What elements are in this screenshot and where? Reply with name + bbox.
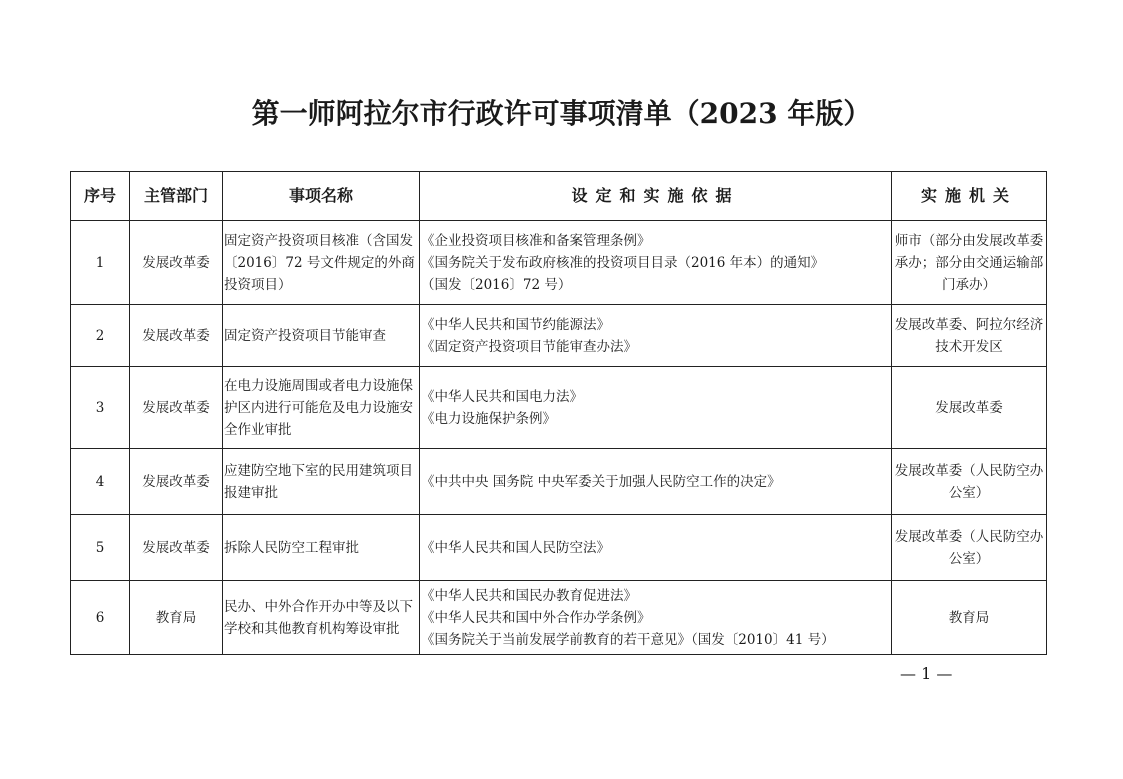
table-row [71,581,1047,655]
row-dept: 发展改革委 [130,449,223,515]
row-no: 5 [71,515,130,581]
document-title: 第一师阿拉尔市行政许可事项清单（2023 年版） [251,97,872,130]
basis-line: 《中华人民共和国民办教育促进法》 [421,587,637,604]
table-row [71,515,1047,581]
row-basis [420,367,892,449]
row-no: 1 [71,221,130,305]
table-row [71,367,1047,449]
table-row [71,221,1047,305]
row-basis [420,515,892,581]
row-no: 6 [71,581,130,655]
row-agency: 师市（部分由发展改革委承办；部分由交通运输部门承办） [892,221,1047,305]
row-item: 拆除人民防空工程审批 [223,515,420,581]
table-row [71,305,1047,367]
basis-line: 《中华人民共和国人民防空法》 [421,539,610,556]
row-item: 在电力设施周围或者电力设施保护区内进行可能危及电力设施安全作业审批 [223,367,420,449]
row-agency: 发展改革委 [892,367,1047,449]
header-agency: 实施机关 [892,172,1047,221]
row-dept: 教育局 [130,581,223,655]
row-agency: 发展改革委、阿拉尔经济技术开发区 [892,305,1047,367]
row-no: 2 [71,305,130,367]
row-basis [420,449,892,515]
row-item: 固定资产投资项目节能审查 [223,305,420,367]
table-header-row [71,172,1047,221]
row-item: 民办、中外合作开办中等及以下学校和其他教育机构筹设审批 [223,581,420,655]
row-item: 固定资产投资项目核准（含国发〔2016〕72 号文件规定的外商投资项目） [223,221,420,305]
basis-line: 《中共中央 国务院 中央军委关于加强人民防空工作的决定》 [421,473,781,490]
row-no: 3 [71,367,130,449]
table-row [71,449,1047,515]
row-agency: 发展改革委（人民防空办公室） [892,449,1047,515]
basis-line: （国发〔2016〕72 号） [421,276,572,293]
basis-line: 《中华人民共和国中外合作办学条例》 [421,609,651,626]
row-basis [420,221,892,305]
basis-line: 《国务院关于发布政府核准的投资项目目录（2016 年本）的通知》 [421,254,825,271]
header-basis: 设定和实施依据 [420,172,892,221]
header-item: 事项名称 [223,172,420,221]
permit-list-table [70,171,1047,655]
basis-line: 《中华人民共和国电力法》 [421,388,583,405]
row-no: 4 [71,449,130,515]
row-dept: 发展改革委 [130,515,223,581]
row-dept: 发展改革委 [130,305,223,367]
row-agency: 发展改革委（人民防空办公室） [892,515,1047,581]
basis-line: 《固定资产投资项目节能审查办法》 [421,338,637,355]
row-basis [420,305,892,367]
page-number: — 1 — [900,664,953,683]
basis-line: 《中华人民共和国节约能源法》 [421,316,610,333]
header-no: 序号 [71,172,130,221]
row-item: 应建防空地下室的民用建筑项目报建审批 [223,449,420,515]
header-dept: 主管部门 [130,172,223,221]
row-agency: 教育局 [892,581,1047,655]
basis-line: 《国务院关于当前发展学前教育的若干意见》（国发〔2010〕41 号） [421,631,835,648]
row-basis [420,581,892,655]
basis-line: 《电力设施保护条例》 [421,410,556,427]
basis-line: 《企业投资项目核准和备案管理条例》 [421,232,651,249]
row-dept: 发展改革委 [130,367,223,449]
row-dept: 发展改革委 [130,221,223,305]
